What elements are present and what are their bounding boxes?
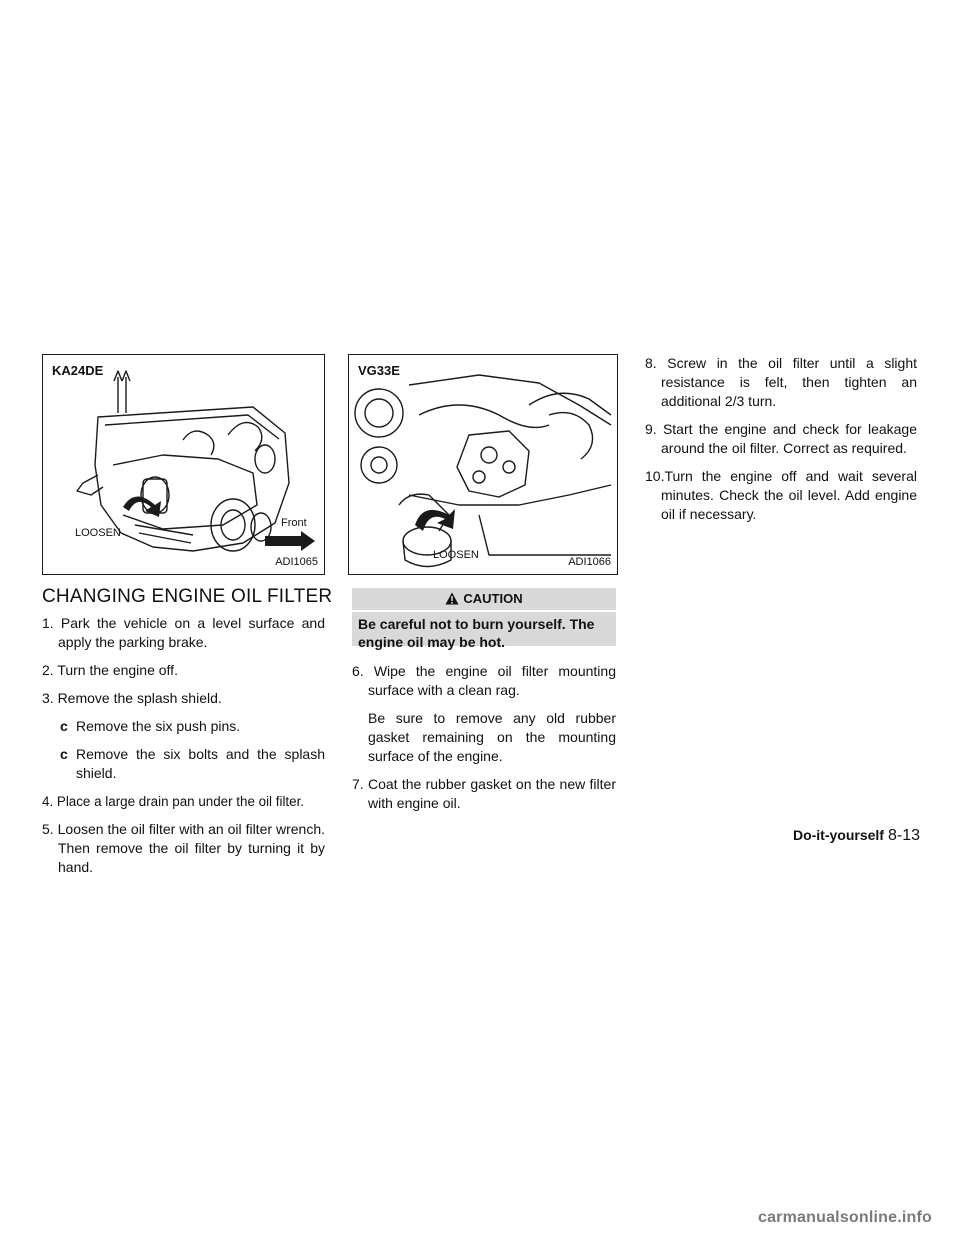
right-column: [645, 354, 917, 533]
caution-title: CAUTION: [463, 591, 523, 606]
caution-text: Be careful not to burn yourself. The engine oil may be hot.: [358, 616, 595, 650]
figure-vg33e: [348, 354, 618, 575]
step-9: 9. Start the engine and check for leakage around the oil filter. Correct as required.: [645, 421, 917, 456]
figure-ka24de: [42, 354, 325, 575]
step-6-note: Be sure to remove any old rubber gasket remaining on the mounting surface of the engine.: [368, 710, 616, 764]
footer-section: Do-it-yourself: [792, 827, 884, 843]
front-label: Front: [281, 517, 307, 529]
figure-code: ADI1066: [568, 556, 611, 568]
middle-column: [352, 662, 616, 822]
bullet-item: c Remove the six bolts and the splash shield.: [60, 746, 325, 781]
watermark[interactable]: carmanualsonline.info: [757, 1209, 932, 1226]
page-number: 8-13: [887, 827, 920, 844]
bullet-mark: c: [60, 746, 68, 762]
step-6: 6. Wipe the engine oil filter mounting surface with a clean rag.: [352, 663, 616, 698]
loosen-label: LOOSEN: [75, 527, 121, 539]
caution-header: [352, 588, 616, 612]
step-7: 7. Coat the rubber gasket on the new filter with engine oil.: [352, 776, 616, 811]
step-1: 1. Park the vehicle on a level surface and apply the parking brake.: [42, 615, 325, 650]
engine-illustration-vg33e: [349, 355, 618, 575]
figure-title: VG33E: [358, 363, 400, 378]
step-5: 5. Loosen the oil filter with an oil filter wrench. Then remove the oil filter by turning it by hand.: [42, 821, 325, 875]
step-3: 3. Remove the splash shield.: [42, 690, 222, 706]
step-10: 10.Turn the engine off and wait several minutes. Check the oil level. Add engine oil if necessary.: [645, 468, 917, 522]
bullet-item: c Remove the six push pins.: [60, 718, 241, 734]
caution-box: [352, 588, 616, 650]
step-4: 4. Place a large drain pan under the oil filter.: [42, 794, 305, 809]
section-title: CHANGING ENGINE OIL FILTER: [42, 586, 333, 607]
step-2: 2. Turn the engine off.: [42, 662, 178, 678]
figure-title: KA24DE: [52, 363, 104, 378]
engine-illustration-ka24de: [43, 355, 325, 575]
front-arrow: [265, 531, 315, 551]
step-8: 8. Screw in the oil filter until a slight resistance is felt, then tighten an additional 2/3 turn.: [645, 355, 917, 409]
warning-triangle-icon: [445, 592, 459, 605]
page-footer: [793, 827, 920, 845]
loosen-label: LOOSEN: [433, 549, 479, 561]
loosen-arrow: [123, 496, 161, 517]
figure-code: ADI1065: [275, 556, 318, 568]
bullet-mark: c: [60, 718, 68, 734]
left-column: [42, 614, 325, 886]
